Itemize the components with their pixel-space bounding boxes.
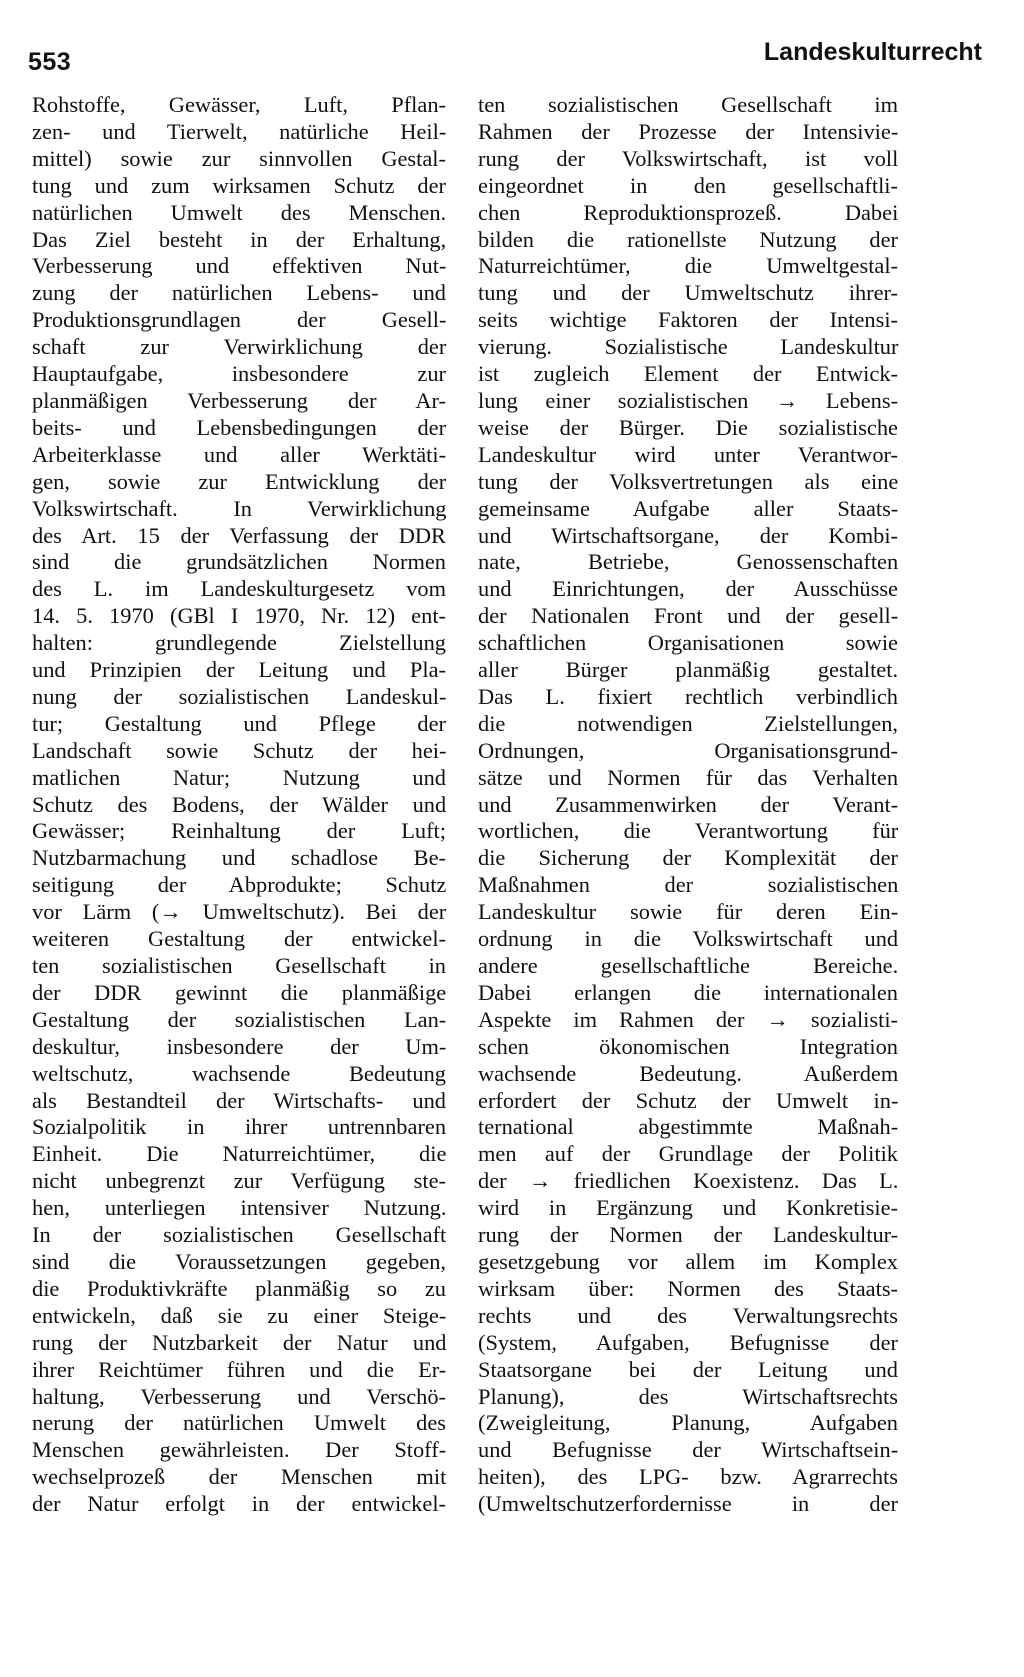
text-line: der → friedlichen Koexistenz. Das L. <box>478 1168 899 1194</box>
text-line: Nutzbarmachung und schadlose Be- <box>32 845 446 871</box>
text-line: In der sozialistischen Gesellschaft <box>32 1222 447 1248</box>
text-line: wortlichen, die Verantwortung für <box>478 818 899 844</box>
text-line: wechselprozeß der Menschen mit <box>32 1464 447 1490</box>
page-number: 553 <box>28 48 72 76</box>
text-line: Aspekte im Rahmen der → sozialisti- <box>478 1006 898 1032</box>
text-line: entwickeln, daß sie zu einer Steige- <box>32 1302 447 1328</box>
text-line: Ordnungen, Organisationsgrund- <box>478 737 898 763</box>
text-line: heiten), des LPG- bzw. Agrarrechts <box>478 1464 898 1490</box>
text-line: ihrer Reichtümer führen und die Er- <box>32 1356 447 1382</box>
text-line: vor Lärm (→ Umweltschutz). Bei der <box>32 899 447 925</box>
text-line: Rahmen der Prozesse der Intensivie- <box>478 118 899 144</box>
text-line: als Bestandteil der Wirtschafts- und <box>32 1087 446 1113</box>
text-line: der Natur erfolgt in der entwickel- <box>32 1491 446 1517</box>
text-line: Planung), des Wirtschaftsrechts <box>478 1383 898 1409</box>
text-line: rung der Volkswirtschaft, ist voll <box>478 145 899 171</box>
text-line: men auf der Grundlage der Politik <box>478 1141 898 1167</box>
text-line: und Befugnisse der Wirtschaftsein- <box>478 1437 899 1463</box>
text-line: und Prinzipien der Leitung und Pla- <box>32 657 446 683</box>
text-line: weise der Bürger. Die sozialistische <box>478 414 898 440</box>
right-text-column <box>478 92 898 1518</box>
text-line: chen Reproduktionsprozeß. Dabei <box>478 199 899 225</box>
text-line: Sozialpolitik in ihrer untrennbaren <box>32 1114 447 1140</box>
left-text-column <box>32 92 446 1518</box>
text-line: weltschutz, wachsende Bedeutung <box>32 1060 446 1086</box>
text-line: tung und der Umweltschutz ihrer- <box>478 280 898 306</box>
text-line: Arbeiterklasse und aller Werktäti- <box>32 441 447 467</box>
text-line: nicht unbegrenzt zur Verfügung ste- <box>32 1168 446 1194</box>
text-line: erfordert der Schutz der Umwelt in- <box>478 1087 899 1113</box>
text-line: Schutz des Bodens, der Wälder und <box>32 791 447 817</box>
text-line: der DDR gewinnt die planmäßige <box>32 979 447 1005</box>
text-line: gemeinsame Aufgabe aller Staats- <box>478 495 899 521</box>
text-line: Einheit. Die Naturreichtümer, die <box>32 1141 447 1167</box>
text-line: nung der sozialistischen Landeskul- <box>32 683 447 709</box>
text-line: tung und zum wirksamen Schutz der <box>32 172 446 198</box>
text-line: Maßnahmen der sozialistischen <box>478 872 899 898</box>
text-line: tur; Gestaltung und Pflege der <box>32 710 446 736</box>
text-line: ist zugleich Element der Entwick- <box>478 361 898 387</box>
text-line: lung einer sozialistischen → Lebens- <box>478 387 899 413</box>
text-line: rung der Nutzbarkeit der Natur und <box>32 1329 447 1355</box>
text-line: zung der natürlichen Lebens- und <box>32 280 446 306</box>
text-line: sind die Voraussetzungen gegeben, <box>32 1248 446 1274</box>
text-line: weiteren Gestaltung der entwickel- <box>32 926 446 952</box>
text-line: des L. im Landeskulturgesetz vom <box>32 576 446 602</box>
text-line: schaft zur Verwirklichung der <box>32 334 447 360</box>
text-line: die notwendigen Zielstellungen, <box>478 710 898 736</box>
text-line: planmäßigen Verbesserung der Ar- <box>32 387 446 413</box>
text-line: matlichen Natur; Nutzung und <box>32 764 446 790</box>
text-line: Volkswirtschaft. In Verwirklichung <box>32 495 447 521</box>
text-line: aller Bürger planmäßig gestaltet. <box>478 657 899 683</box>
text-line: rechts und des Verwaltungsrechts <box>478 1302 898 1328</box>
text-line: schaftlichen Organisationen sowie <box>478 630 898 656</box>
text-line: (Umweltschutzerfordernisse in der <box>478 1491 898 1517</box>
text-line: beits- und Lebensbedingungen der <box>32 414 447 440</box>
text-line: gen, sowie zur Entwicklung der <box>32 468 447 494</box>
text-line: nate, Betriebe, Genossenschaften <box>478 549 899 575</box>
text-line: und Zusammenwirken der Verant- <box>478 791 899 817</box>
text-line: 14. 5. 1970 (GBl I 1970, Nr. 12) ent- <box>32 603 446 629</box>
text-line: wirksam über: Normen des Staats- <box>478 1275 898 1301</box>
text-line: gesetzgebung vor allem im Komplex <box>478 1248 898 1274</box>
text-line: (System, Aufgaben, Befugnisse der <box>478 1329 898 1355</box>
text-line: Hauptaufgabe, insbesondere zur <box>32 361 446 387</box>
text-line: tung der Volksvertretungen als eine <box>478 468 899 494</box>
text-line: seits wichtige Faktoren der Intensi- <box>478 307 898 333</box>
text-line: Naturreichtümer, die Umweltgestal- <box>478 253 899 279</box>
running-head: Landeskulturrecht <box>763 38 982 66</box>
text-line: wird in Ergänzung und Konkretisie- <box>478 1195 898 1221</box>
text-line: sätze und Normen für das Verhalten <box>478 764 899 790</box>
text-line: Das Ziel besteht in der Erhaltung, <box>32 226 447 252</box>
text-line: sind die grundsätzlichen Normen <box>32 549 446 575</box>
text-line: Gestaltung der sozialistischen Lan- <box>32 1006 447 1032</box>
text-line: deskultur, insbesondere der Um- <box>32 1033 447 1059</box>
text-line: Das L. fixiert rechtlich verbindlich <box>478 683 898 709</box>
text-line: ten sozialistischen Gesellschaft im <box>478 92 899 117</box>
text-line: ternational abgestimmte Maßnah- <box>478 1114 899 1140</box>
text-line: eingeordnet in den gesellschaftli- <box>478 172 898 198</box>
text-line: hen, unterliegen intensiver Nutzung. <box>32 1195 447 1221</box>
text-line: der Nationalen Front und der gesell- <box>478 603 899 629</box>
text-line: ordnung in die Volkswirtschaft und <box>478 926 899 952</box>
text-line: Landschaft sowie Schutz der hei- <box>32 737 447 763</box>
text-line: Verbesserung und effektiven Nut- <box>32 253 447 279</box>
text-line: Dabei erlangen die internationalen <box>478 979 898 1005</box>
text-line: vierung. Sozialistische Landeskultur <box>478 334 899 360</box>
text-line: (Zweigleitung, Planung, Aufgaben <box>478 1410 898 1436</box>
text-line: haltung, Verbesserung und Verschö- <box>32 1383 446 1409</box>
text-line: nerung der natürlichen Umwelt des <box>32 1410 446 1436</box>
text-line: Rohstoffe, Gewässer, Luft, Pflan- <box>32 92 446 117</box>
text-line: andere gesellschaftliche Bereiche. <box>478 953 899 978</box>
text-line: ten sozialistischen Gesellschaft in <box>32 953 446 978</box>
text-line: rung der Normen der Landeskultur- <box>478 1222 899 1248</box>
text-line: Produktionsgrundlagen der Gesell- <box>32 307 447 333</box>
text-line: Menschen gewährleisten. Der Stoff- <box>32 1437 447 1463</box>
text-line: zen- und Tierwelt, natürliche Heil- <box>32 118 447 144</box>
text-line: die Produktivkräfte planmäßig so zu <box>32 1275 446 1301</box>
text-line: mittel) sowie zur sinnvollen Gestal- <box>32 145 446 171</box>
text-line: Landeskultur wird unter Verantwor- <box>478 441 898 467</box>
text-line: schen ökonomischen Integration <box>478 1033 899 1059</box>
text-line: Staatsorgane bei der Leitung und <box>478 1356 898 1382</box>
text-line: Landeskultur sowie für deren Ein- <box>478 899 899 925</box>
text-line: wachsende Bedeutung. Außerdem <box>478 1060 899 1086</box>
text-line: des Art. 15 der Verfassung der DDR <box>32 522 446 548</box>
text-line: die Sicherung der Komplexität der <box>478 845 898 871</box>
text-line: natürlichen Umwelt des Menschen. <box>32 199 447 225</box>
text-line: halten: grundlegende Zielstellung <box>32 630 446 656</box>
text-line: und Einrichtungen, der Ausschüsse <box>478 576 898 602</box>
text-line: bilden die rationellste Nutzung der <box>478 226 898 252</box>
text-line: und Wirtschaftsorgane, der Kombi- <box>478 522 898 548</box>
text-line: Gewässer; Reinhaltung der Luft; <box>32 818 446 844</box>
text-line: seitigung der Abprodukte; Schutz <box>32 872 447 898</box>
